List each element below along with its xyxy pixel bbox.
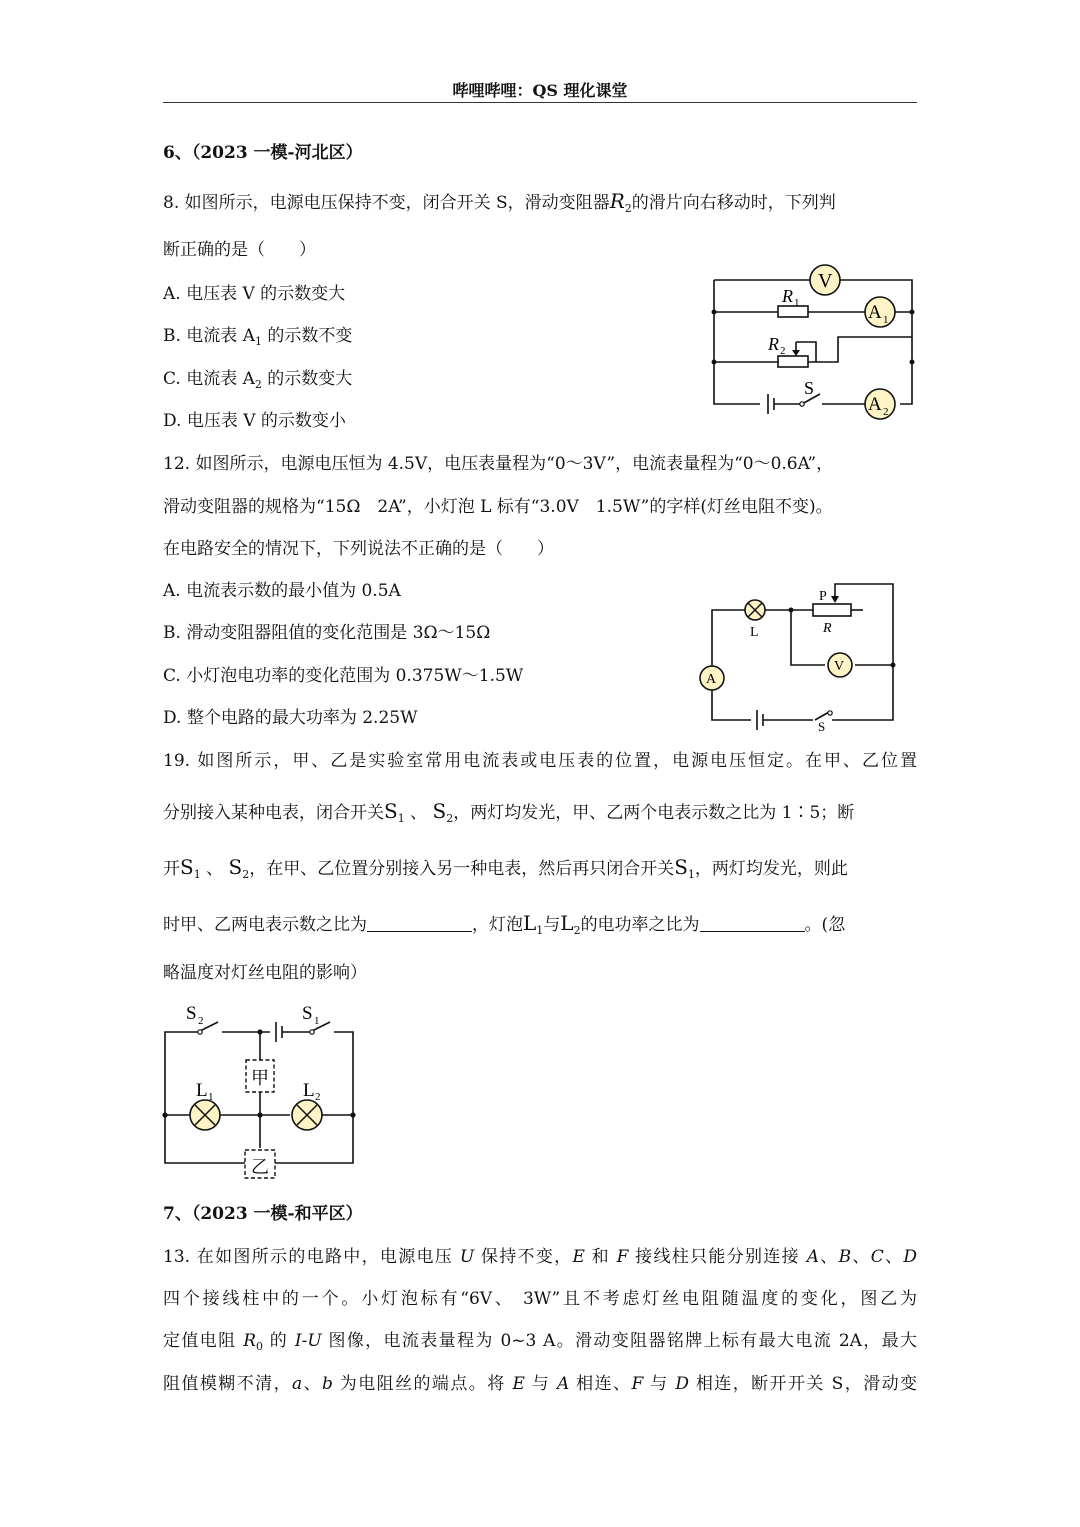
- q19-circuit-figure: [160, 1000, 365, 1175]
- svg-text:S: S: [186, 1003, 197, 1024]
- q13-line2: 四个接线柱中的一个。小灯泡标有“6V、 3W”且不考虑灯丝电阻随温度的变化，图乙为: [163, 1289, 917, 1309]
- svg-text:R: R: [823, 621, 832, 636]
- q19-line5: 略温度对灯丝电阻的影响）: [163, 963, 367, 983]
- page-header: 哔哩哔哩：QS 理化课堂: [452, 81, 628, 100]
- q8-stem-line2: 断正确的是（ ）: [163, 240, 316, 260]
- svg-text:S: S: [302, 1003, 313, 1024]
- svg-text:L: L: [750, 625, 759, 640]
- svg-text:2: 2: [315, 1091, 321, 1103]
- q12-option-c: C. 小灯泡电功率的变化范围为 0.375W～1.5W: [163, 666, 524, 686]
- header-rule: [163, 102, 917, 103]
- svg-text:乙: 乙: [251, 1157, 269, 1177]
- svg-text:2: 2: [198, 1015, 204, 1027]
- answer-blank-2[interactable]: [700, 915, 805, 932]
- svg-text:A: A: [868, 394, 882, 415]
- svg-text:L: L: [303, 1080, 315, 1101]
- q8-option-a: A. 电压表 V 的示数变大: [163, 284, 346, 304]
- svg-text:V: V: [818, 270, 833, 292]
- q12-option-d: D. 整个电路的最大功率为 2.25W: [163, 708, 418, 728]
- svg-text:2: 2: [780, 345, 786, 357]
- svg-text:1: 1: [314, 1015, 320, 1027]
- svg-text:1: 1: [883, 314, 889, 326]
- q13-line1: 13. 在如图所示的电路中，电源电压 U 保持不变，E 和 F 接线柱只能分别连接 A、B、C、D: [163, 1247, 918, 1267]
- answer-blank-1[interactable]: [367, 915, 472, 932]
- section-title: 7、（2023 一模-和平区）: [163, 1204, 363, 1224]
- svg-text:S: S: [804, 378, 815, 398]
- q12-option-a: A. 电流表示数的最小值为 0.5A: [163, 581, 401, 601]
- svg-text:1: 1: [208, 1091, 214, 1103]
- svg-text:甲: 甲: [251, 1068, 269, 1088]
- q8-option-c: C. 电流表 $A_2$ 的示数变大: [163, 369, 353, 391]
- q19-line4: 时甲、乙两电表示数之比为 ，灯泡$L_1$与$L_2$的电功率之比为 。(忽: [163, 911, 846, 937]
- svg-text:1: 1: [794, 297, 800, 309]
- q8-option-d: D. 电压表 V 的示数变小: [163, 411, 346, 431]
- q13-line4: 阻值模糊不清，a、b 为电阻丝的端点。将 E 与 A 相连、F 与 D 相连，断开开关 S，滑动变: [163, 1374, 918, 1394]
- q19-line2: 分别接入某种电表，闭合开关$S_1$ 、 $S_2$，两灯均发光，甲、乙两个电表示数之比为 1∶5；断: [163, 799, 855, 825]
- q12-circuit-figure: [695, 580, 910, 734]
- svg-text:R: R: [782, 286, 793, 306]
- q8-circuit-figure: [700, 262, 925, 422]
- svg-text:L: L: [196, 1080, 208, 1101]
- q19-line1: 19. 如图所示，甲、乙是实验室常用电流表或电压表的位置，电源电压恒定。在甲、乙位置: [163, 751, 917, 771]
- svg-text:A: A: [868, 302, 882, 323]
- q12-line3: 在电路安全的情况下，下列说法不正确的是（ ）: [163, 539, 554, 559]
- svg-text:2: 2: [883, 406, 889, 418]
- section-title: 6、（2023 一模-河北区）: [163, 143, 363, 163]
- q13-line3: 定值电阻 $R_0$ 的 I-U 图像，电流表量程为 0~3 A。滑动变阻器铭牌上标有最大电流 2A，最大: [163, 1331, 918, 1353]
- svg-text:P: P: [819, 589, 827, 604]
- q8-stem-line1: 8. 如图所示，电源电压保持不变，闭合开关 S，滑动变阻器$R_2$的滑片向右移动时，下列判: [163, 189, 836, 215]
- q12-line2: 滑动变阻器的规格为“15Ω 2A”，小灯泡 L 标有“3.0V 1.5W”的字样(灯丝电阻不变)。: [163, 497, 833, 517]
- svg-text:S: S: [818, 719, 826, 734]
- svg-text:V: V: [834, 659, 845, 674]
- svg-text:A: A: [706, 672, 717, 687]
- svg-text:R: R: [768, 334, 779, 354]
- q19-line3: 开$S_1$ 、 $S_2$，在甲、乙位置分别接入另一种电表，然后再只闭合开关$S_1$，两灯均发光，则此: [163, 855, 848, 881]
- q12-line1: 12. 如图所示，电源电压恒为 4.5V，电压表量程为“0～3V”，电流表量程为“0～0.6A”，: [163, 454, 834, 474]
- q12-option-b: B. 滑动变阻器阻值的变化范围是 3Ω～15Ω: [163, 623, 491, 643]
- q8-option-b: B. 电流表 $A_1$ 的示数不变: [163, 326, 353, 348]
